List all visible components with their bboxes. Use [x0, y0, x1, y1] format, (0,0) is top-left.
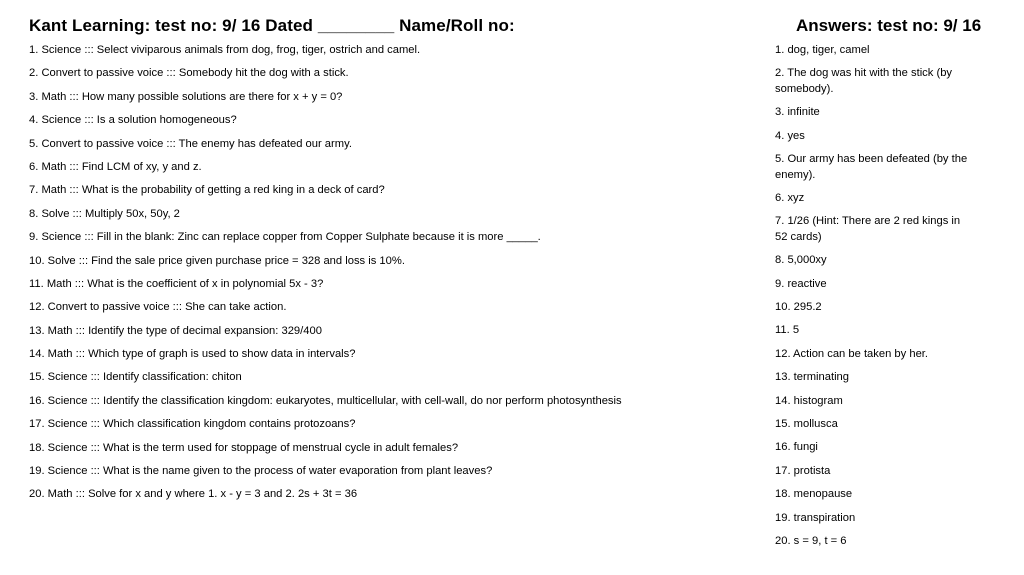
- question-item: 3. Math ::: How many possible solutions are there for x + y = 0?: [29, 90, 343, 103]
- question-item: 9. Science ::: Fill in the blank: Zinc can replace copper from Copper Sulphate because it is more _____.: [29, 231, 541, 244]
- answer-item: 4. yes: [775, 129, 805, 142]
- question-item: 15. Science ::: Identify classification: chiton: [29, 371, 242, 384]
- answer-item: 17. protista: [775, 464, 831, 477]
- question-item: 16. Science ::: Identify the classification kingdom: eukaryotes, multicellular, with cell-wall, do nor perform photosynthesis: [29, 394, 622, 407]
- question-item: 17. Science ::: Which classification kingdom contains protozoans?: [29, 418, 356, 431]
- question-item: 6. Math ::: Find LCM of xy, y and z.: [29, 160, 202, 173]
- question-item: 12. Convert to passive voice ::: She can take action.: [29, 301, 287, 314]
- question-item: 13. Math ::: Identify the type of decimal expansion: 329/400: [29, 324, 322, 337]
- question-item: 11. Math ::: What is the coefficient of x in polynomial 5x - 3?: [29, 277, 324, 290]
- answer-item: 14. histogram: [775, 394, 843, 407]
- answer-item: 3. infinite: [775, 106, 820, 119]
- answer-item: 19. transpiration: [775, 511, 856, 524]
- answer-item: 9. reactive: [775, 277, 827, 290]
- answer-item: 16. fungi: [775, 441, 818, 454]
- question-item: 4. Science ::: Is a solution homogeneous?: [29, 114, 237, 127]
- answer-item: 13. terminating: [775, 371, 850, 384]
- answer-item: 11. 5: [775, 324, 800, 337]
- answer-item: 1. dog, tiger, camel: [775, 44, 870, 56]
- question-item: 19. Science ::: What is the name given to the process of water evaporation from plant leaves?: [29, 465, 493, 478]
- question-item: 10. Solve ::: Find the sale price given purchase price = 328 and loss is 10%.: [29, 254, 405, 267]
- question-item: 5. Convert to passive voice ::: The enemy has defeated our army.: [29, 137, 352, 150]
- question-item: 1. Science ::: Select viviparous animals from dog, frog, tiger, ostrich and camel.: [29, 44, 421, 56]
- question-list: [29, 43, 749, 511]
- answer-item: 15. mollusca: [775, 417, 838, 430]
- answer-item: 6. xyz: [775, 191, 805, 204]
- answer-item: 20. s = 9, t = 6: [775, 534, 847, 547]
- question-item: 8. Solve ::: Multiply 50x, 50y, 2: [29, 207, 180, 220]
- answer-item: 2. The dog was hit with the stick (by somebody).: [775, 67, 953, 95]
- question-item: 20. Math ::: Solve for x and y where 1. x - y = 3 and 2. 2s + 3t = 36: [29, 488, 358, 501]
- test-title: Kant Learning: test no: 9/ 16 Dated ________ Name/Roll no:: [29, 16, 515, 35]
- answer-item: 18. menopause: [775, 488, 853, 501]
- answer-item: 8. 5,000xy: [775, 254, 827, 267]
- question-item: 18. Science ::: What is the term used for stoppage of menstrual cycle in adult females?: [29, 441, 459, 454]
- answer-item: 7. 1/26 (Hint: There are 2 red kings in 52 cards): [775, 215, 961, 243]
- answer-item: 12. Action can be taken by her.: [775, 347, 929, 360]
- answer-item: 5. Our army has been defeated (by the enemy).: [775, 153, 968, 181]
- question-item: 7. Math ::: What is the probability of getting a red king in a deck of card?: [29, 184, 385, 197]
- question-item: 2. Convert to passive voice ::: Somebody hit the dog with a stick.: [29, 67, 349, 80]
- answers-title: Answers: test no: 9/ 16: [796, 16, 982, 35]
- question-item: 14. Math ::: Which type of graph is used to show data in intervals?: [29, 348, 356, 361]
- answer-item: 10. 295.2: [775, 301, 822, 314]
- answer-list: [775, 43, 975, 557]
